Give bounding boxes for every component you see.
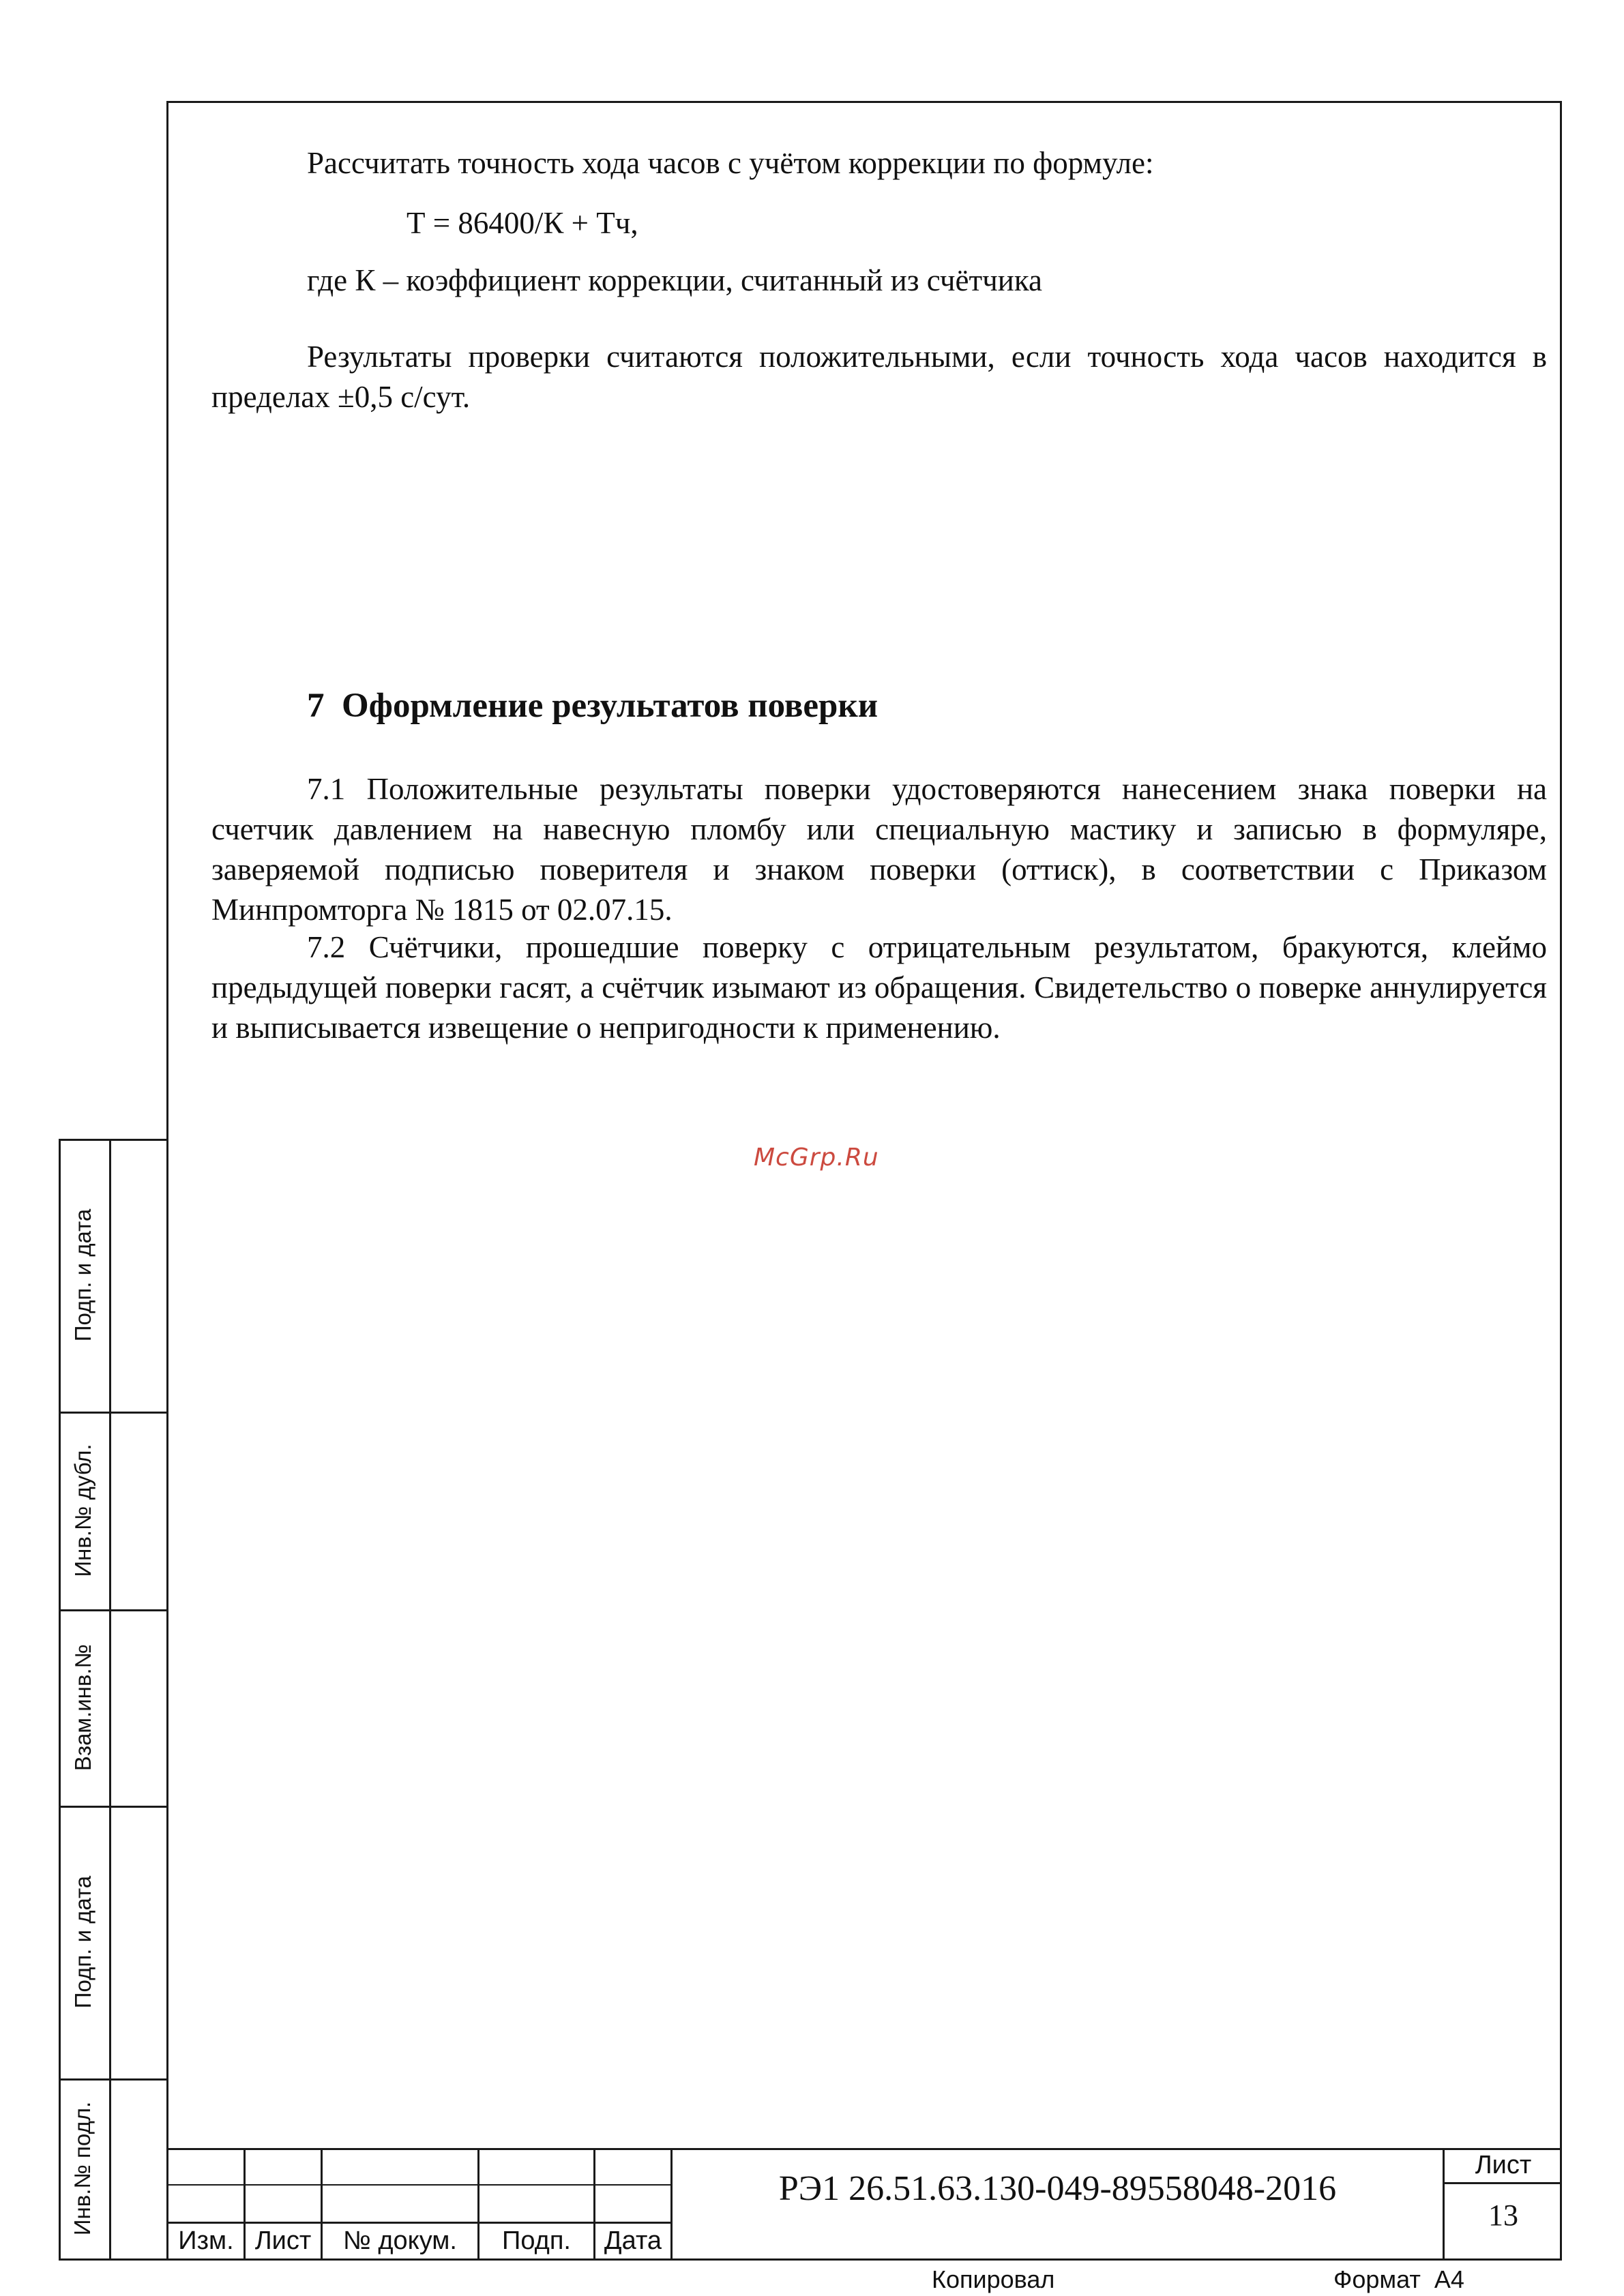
sheet-number: 13 <box>1488 2198 1518 2232</box>
formula: Т = 86400/К + Тч, <box>407 206 638 240</box>
footer-format: Формат А4 <box>1333 2265 1464 2293</box>
side-label-dup-inv: Инв.№ дубл. <box>70 1444 95 1577</box>
section-heading: 7 Оформление результатов поверки <box>307 687 879 725</box>
side-border-left <box>59 1139 61 2261</box>
side-label-sign-date-1: Подп. и дата <box>70 1208 95 1342</box>
side-border-mid <box>109 1139 111 2261</box>
title-block-top <box>166 2148 1562 2150</box>
header-change: Изм. <box>178 2226 234 2255</box>
footer-copied: Копировал <box>932 2265 1055 2293</box>
formula-explanation: где К – коэффициент коррекции, считанный из счётчика <box>307 263 1042 297</box>
intro-text: Рассчитать точность хода часов с учётом коррекции по формуле: <box>307 146 1154 180</box>
side-border-bottom <box>59 2258 166 2261</box>
sheet-label: Лист <box>1475 2151 1532 2179</box>
watermark: McGrp.Ru <box>754 1144 879 1172</box>
header-date: Дата <box>604 2226 662 2255</box>
header-signature: Подп. <box>502 2226 571 2255</box>
side-label-replace-inv: Взам.инв.№ <box>70 1643 95 1772</box>
paragraph-7-2: 7.2 Счётчики, прошедшие поверку с отрицательным результатом, бракуются, клеймо предыдущей поверки гасят, а счётчик изымают из обращения. Свидетельство о поверке аннулируется и выписывается извещение о непригодности к применению. <box>211 930 1547 1045</box>
result-paragraph: Результаты проверки считаются положительными, если точность хода часов находится в пределах ±0,5 с/сут. <box>211 340 1547 414</box>
header-doc-number: № докум. <box>343 2226 457 2255</box>
title-row-line-1 <box>166 2184 671 2186</box>
header-sheet: Лист <box>254 2226 312 2255</box>
side-label-orig-inv: Инв.№ подл. <box>70 2101 95 2236</box>
paragraph-7-1: 7.1 Положительные результаты поверки удостоверяются нанесением знака поверки на счетчик давлением на навесную пломбу или специальную мастику и записью в формуляре, заверяемой подписью поверителя и знаком поверки (оттиск), в соответствии с Приказом Минпромторга № 1815 от 02.07.15. <box>211 772 1547 927</box>
document-number: РЭ1 26.51.63.130-049-89558048-2016 <box>778 2169 1337 2208</box>
title-row-line-2 <box>166 2222 671 2224</box>
page-frame <box>166 101 1562 2261</box>
sheet-divider <box>1443 2182 1562 2184</box>
side-label-sign-date-2: Подп. и дата <box>70 1875 95 2009</box>
